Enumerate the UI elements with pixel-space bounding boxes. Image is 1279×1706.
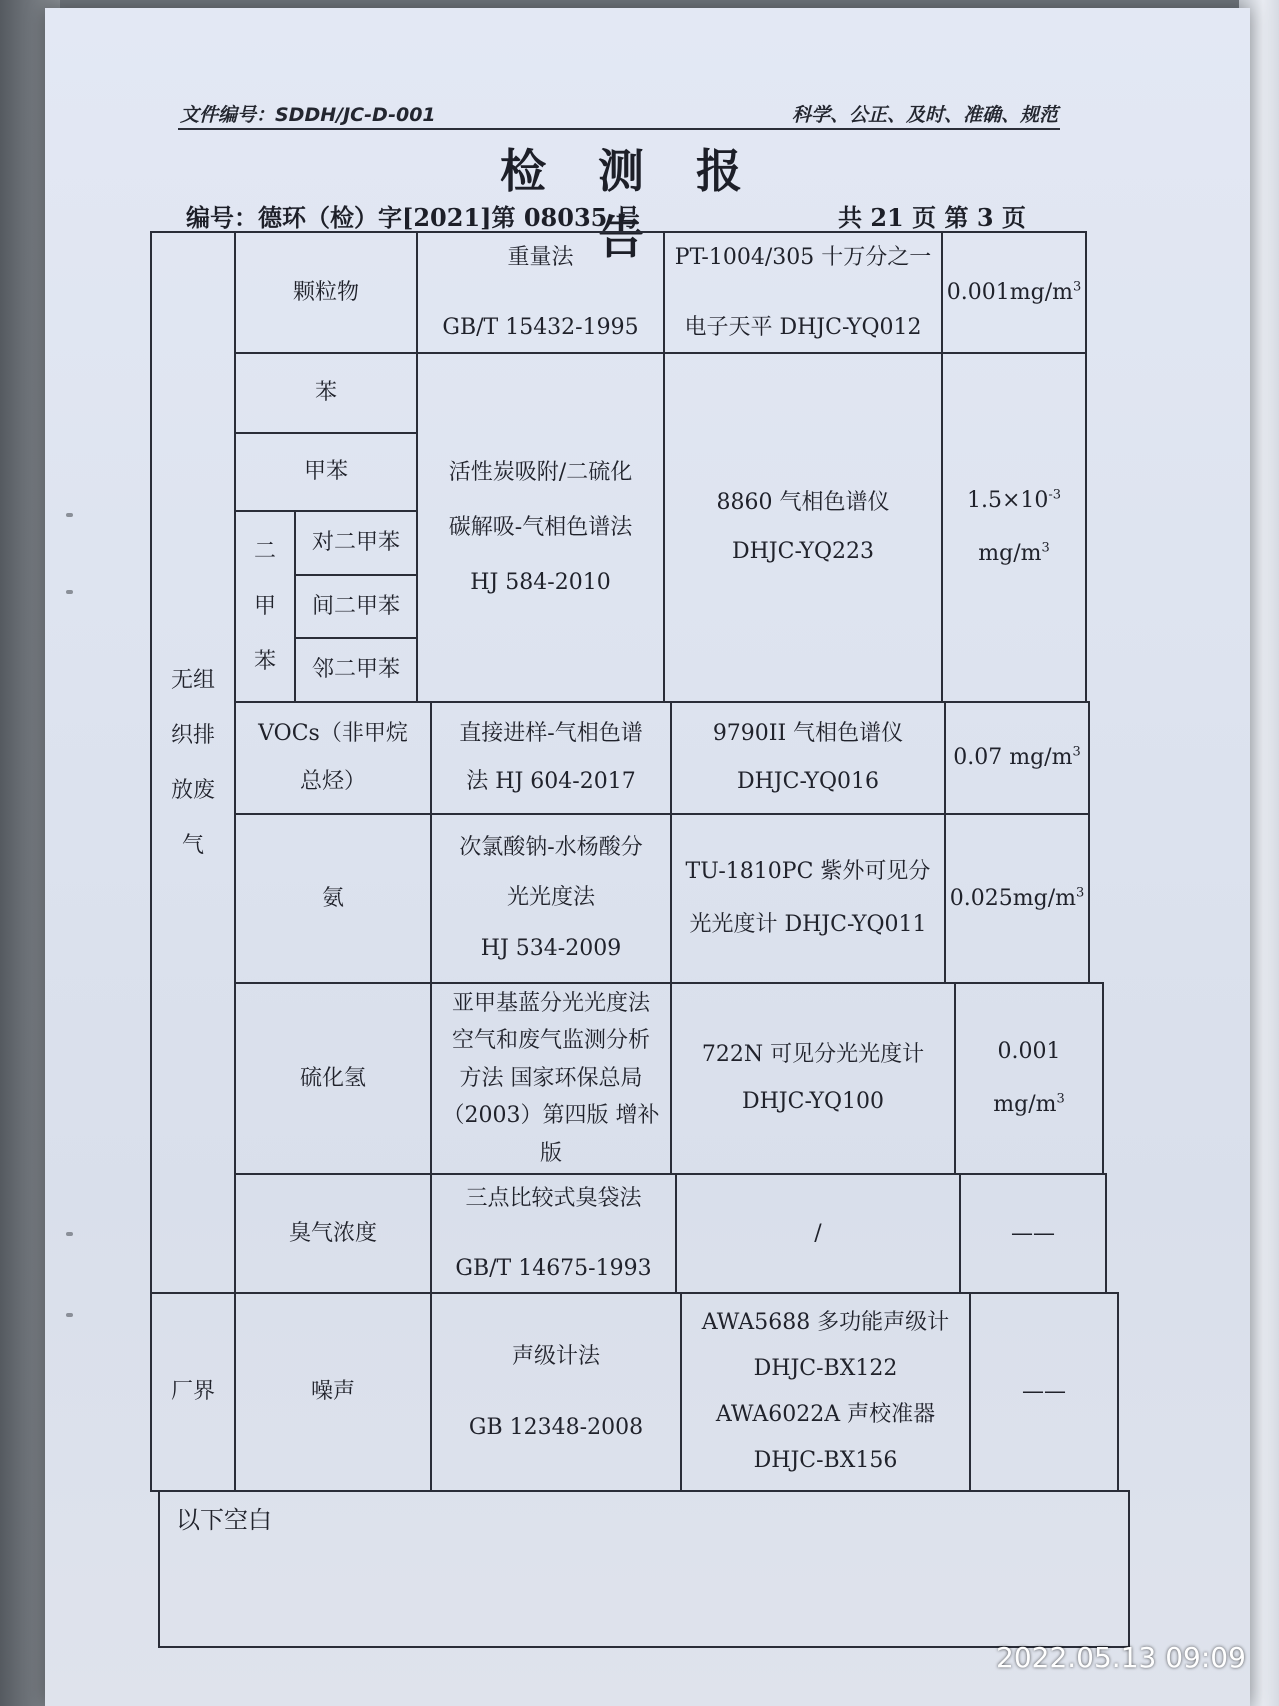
- group-label: 厂界: [170, 1379, 215, 1405]
- item-noise: [234, 1292, 432, 1492]
- item-label: 对二甲苯: [311, 530, 400, 556]
- limit-text: ——: [1011, 1220, 1055, 1246]
- item-label: 臭气浓度: [288, 1220, 377, 1246]
- item-m-xylene: [294, 574, 418, 639]
- group-label: 无组 织排 放废 气: [170, 667, 215, 858]
- item-label: 邻二甲苯: [311, 657, 400, 683]
- xylene-group: [234, 510, 296, 703]
- photo-timestamp: 2022.05.13 09:09: [996, 1641, 1246, 1674]
- instrument-odor: [675, 1173, 961, 1294]
- method-ammonia: [430, 813, 672, 984]
- instrument-ammonia: [670, 813, 946, 984]
- item-vocs: [234, 701, 432, 815]
- method-text: 声级计法 GB 12348-2008: [468, 1344, 644, 1440]
- group-unorganized-emission: [150, 231, 236, 1294]
- limit-odor: [959, 1173, 1107, 1294]
- file-number: 文件编号：SDDH/JC-D-001: [180, 104, 436, 126]
- method-text: 次氯酸钠-水杨酸分 光光度法 HJ 534-2009: [459, 834, 643, 961]
- limit-text: 0.001 $mg/m^3$: [993, 1038, 1065, 1117]
- instrument-vocs: [670, 701, 946, 815]
- item-h2s: [234, 982, 432, 1175]
- instrument-h2s: [670, 982, 956, 1175]
- instrument-text: 8860 气相色谱仪 DHJC-YQ223: [716, 490, 890, 564]
- page-title: 检 测 报 告: [499, 144, 761, 264]
- item-label: 硫化氢: [299, 1065, 366, 1091]
- limit-particulate: [941, 231, 1087, 354]
- item-particulate: [234, 231, 418, 354]
- group-boundary: [150, 1292, 236, 1492]
- item-label: 颗粒物: [292, 279, 359, 305]
- instrument-particulate: [663, 231, 943, 354]
- limit-text: ——: [1022, 1379, 1066, 1405]
- item-o-xylene: [294, 637, 418, 703]
- method-odor: [430, 1173, 677, 1294]
- method-text: 重量法 GB/T 15432-1995: [442, 244, 639, 341]
- page-info: 共 21 页 第 3 页: [838, 203, 1026, 232]
- instrument-text: TU-1810PC 紫外可见分 光光度计 DHJC-YQ011: [685, 858, 931, 937]
- item-benzene: [234, 352, 418, 434]
- method-text: 活性炭吸附/二硫化 碳解吸-气相色谱法 HJ 584-2010: [448, 460, 633, 595]
- method-particulate: [416, 231, 665, 354]
- group-label: 二 甲 苯: [253, 539, 276, 674]
- method-text: 直接进样-气相色谱 法 HJ 604-2017: [459, 720, 643, 794]
- instrument-text: 722N 可见分光光度计 DHJC-YQ100: [701, 1042, 925, 1114]
- motto: 科学、公正、及时、准确、规范: [792, 104, 1059, 126]
- method-vocs: [430, 701, 672, 815]
- limit-text: $0.001mg/m^3$: [946, 279, 1082, 305]
- method-noise: [430, 1292, 682, 1492]
- instrument-benzene-group: [663, 352, 943, 703]
- limit-text: $0.025mg/m^3$: [949, 885, 1085, 911]
- remarks-box: [158, 1490, 1130, 1648]
- limit-ammonia: [944, 813, 1090, 984]
- limit-noise: [969, 1292, 1119, 1492]
- item-label: 氨: [321, 885, 344, 911]
- item-ammonia: [234, 813, 432, 984]
- item-label: 间二甲苯: [311, 593, 400, 619]
- limit-text: $1.5\times 10^{-3}$ $mg/m^3$: [966, 487, 1062, 566]
- limit-text: 0.07 $mg/m^3$: [953, 745, 1081, 771]
- document-number: 编号：德环（检）字[2021]第 08035 号: [186, 203, 640, 232]
- limit-benzene-group: [941, 352, 1087, 703]
- instrument-text: /: [814, 1220, 822, 1246]
- limit-h2s: [954, 982, 1104, 1175]
- instrument-noise: [680, 1292, 971, 1492]
- instrument-text: PT-1004/305 十万分之一 电子天平 DHJC-YQ012: [674, 244, 932, 341]
- item-label: VOCs（非甲烷 总烃）: [258, 720, 408, 794]
- method-text: 亚甲基蓝分光光度法 空气和废气监测分析 方法 国家环保总局 （2003）第四版 增补 版: [442, 991, 660, 1166]
- instrument-text: AWA5688 多功能声级计 DHJC-BX122 AWA6022A 声校准器 DHJC-BX156: [701, 1309, 950, 1474]
- method-h2s: [430, 982, 672, 1175]
- item-label: 甲苯: [303, 459, 348, 485]
- item-label: 噪声: [310, 1379, 355, 1405]
- item-label: 苯: [314, 380, 337, 406]
- item-odor: [234, 1173, 432, 1294]
- instrument-text: 9790II 气相色谱仪 DHJC-YQ016: [712, 720, 904, 794]
- method-text: 三点比较式臭袋法 GB/T 14675-1993: [455, 1185, 652, 1282]
- method-benzene-group: [416, 352, 665, 703]
- blank-below-note: 以下空白: [176, 1506, 272, 1534]
- item-toluene: [234, 432, 418, 512]
- item-p-xylene: [294, 510, 418, 576]
- limit-vocs: [944, 701, 1090, 815]
